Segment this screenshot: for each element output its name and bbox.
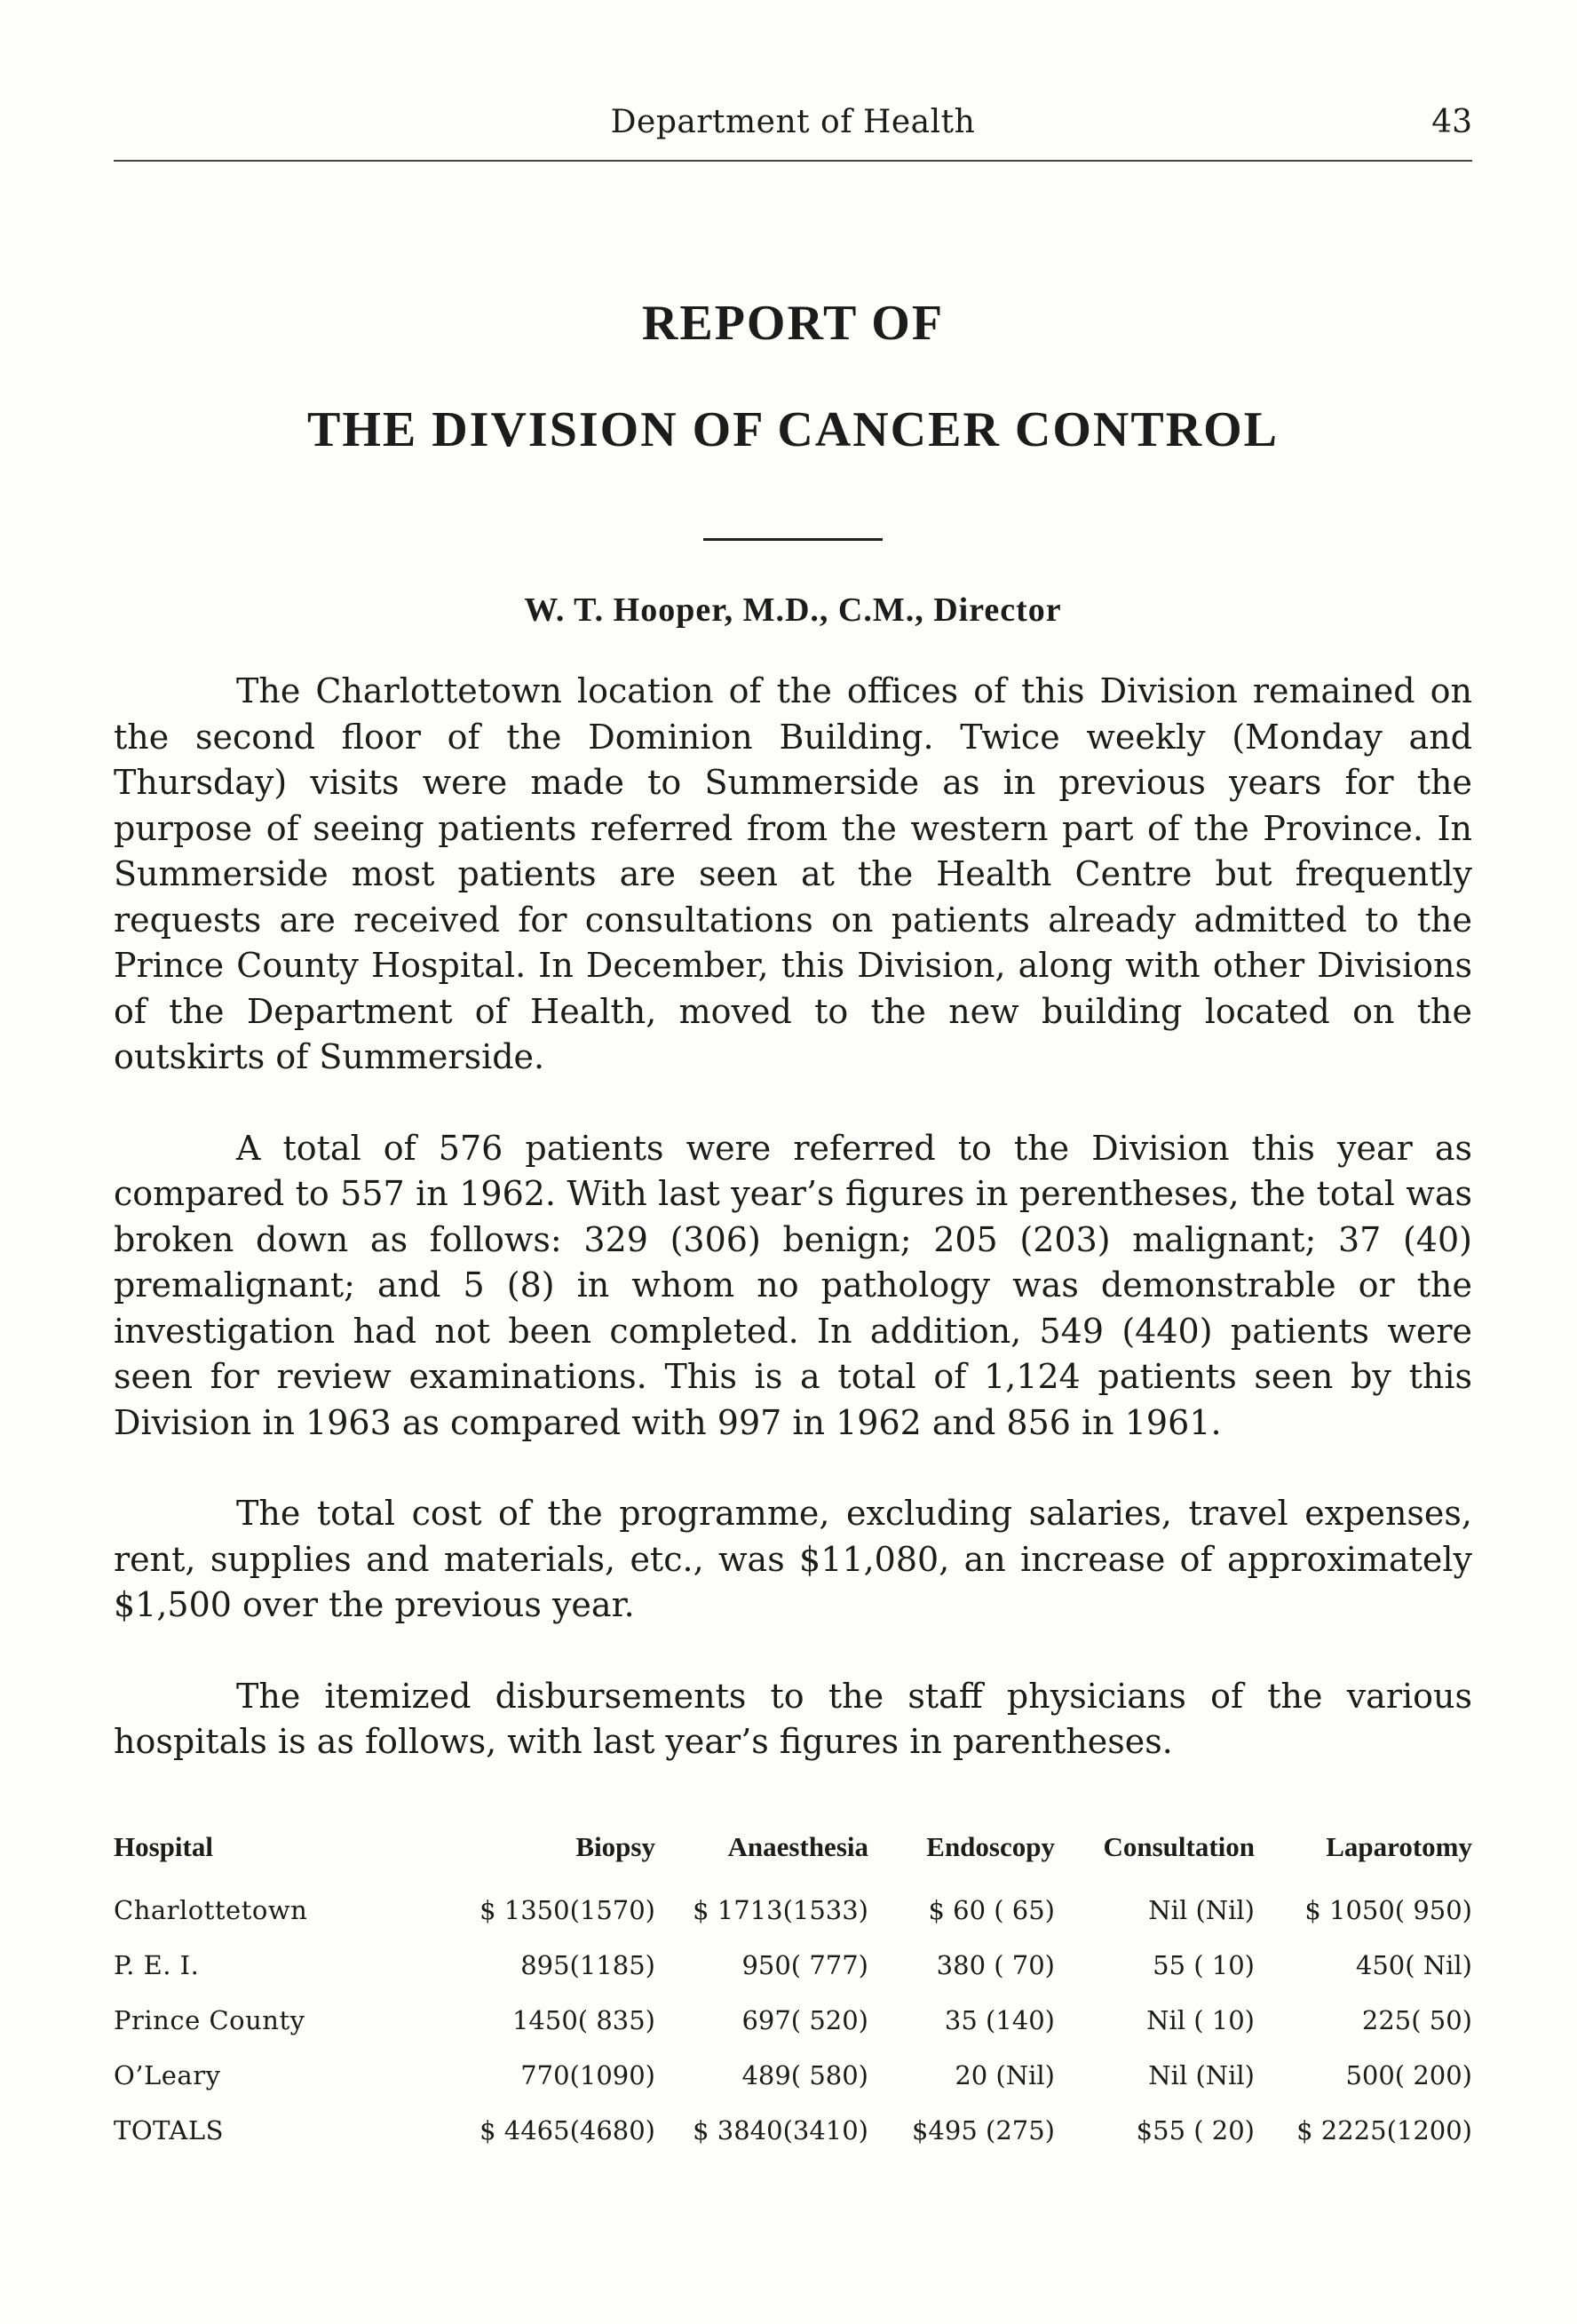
cell-laparotomy: 450( Nil)	[1355, 1949, 1472, 1980]
running-header	[114, 98, 1472, 147]
report-title-line-1: REPORT OF	[641, 296, 945, 351]
cell-biopsy: 770(1090)	[520, 2059, 655, 2090]
paragraph-programme-cost: The total cost of the programme, excluding salaries, travel expenses, rent, supplies and materials, etc., was $11,080, an increase of approximately $1,500 over the previous year.	[114, 1494, 1472, 1624]
cell-hospital: O’Leary	[114, 2059, 221, 2090]
cell-endoscopy: 380 ( 70)	[936, 1949, 1055, 1980]
table-row-totals	[114, 2103, 1472, 2158]
cell-laparotomy: $ 2225(1200)	[1296, 2114, 1472, 2146]
table-row	[114, 1883, 1472, 1938]
cell-hospital: Charlottetown	[114, 1894, 308, 1925]
header-hospital: Hospital	[114, 1830, 213, 1862]
document-page	[114, 98, 1472, 2158]
table-row	[114, 1938, 1472, 1993]
cell-consultation: Nil (Nil)	[1148, 1894, 1255, 1925]
cell-biopsy: $ 1350(1570)	[479, 1894, 655, 1925]
cell-consultation: $55 ( 20)	[1136, 2114, 1255, 2146]
cell-biopsy: $ 4465(4680)	[479, 2114, 655, 2146]
cell-endoscopy: 35 (140)	[944, 2004, 1055, 2035]
header-rule	[114, 160, 1472, 162]
cell-anaesthesia: 950( 777)	[741, 1949, 868, 1980]
header-endoscopy: Endoscopy	[926, 1830, 1055, 1862]
header-laparotomy: Laparotomy	[1326, 1830, 1472, 1862]
table-row	[114, 1993, 1472, 2048]
cell-anaesthesia: 489( 580)	[741, 2059, 868, 2090]
table-header-row	[114, 1831, 1472, 1883]
cell-laparotomy: 225( 50)	[1361, 2004, 1472, 2035]
running-title: Department of Health	[610, 104, 976, 140]
cell-hospital: P. E. I.	[114, 1949, 200, 1980]
cell-hospital: Prince County	[114, 2004, 305, 2035]
disbursements-table	[114, 1831, 1472, 2158]
paragraph-disbursements-intro: The itemized disbursements to the staff physicians of the various hospitals is as follows, with last year’s figures in parentheses.	[114, 1676, 1472, 1761]
cell-biopsy: 1450( 835)	[511, 2004, 655, 2035]
header-consultation: Consultation	[1103, 1830, 1255, 1862]
cell-consultation: Nil (Nil)	[1148, 2059, 1255, 2090]
cell-anaesthesia: 697( 520)	[741, 2004, 868, 2035]
header-biopsy: Biopsy	[575, 1830, 655, 1862]
paragraph-location: The Charlottetown location of the offices of this Division remained on the second floor of the Dominion Building. Twice weekly (Monday and Thursday) visits were made to Summerside as in previous years for the purpose of seeing patients referred from the western part of the Province. In Summerside most patients are seen at the Health Centre but frequently requests are received for consultations on patients already admitted to the Prince County Hospital. In December, this Division, along with other Divisions of the Department of Health, moved to the new building located on the outskirts of Summerside.	[114, 671, 1472, 1076]
paragraph-patient-totals: A total of 576 patients were referred to the Division this year as compared to 557 in 1962. With last year’s figures in perentheses, the total was broken down as follows: 329 (306) benign; 205 (203) malignant; 37 (40) premalignant; and 5 (8) in whom no pathology was demonstrable or the investigation had not been completed. In addition, 549 (440) patients were seen for review examinations. This is a total of 1,124 patients seen by this Division in 1963 as compared with 997 in 1962 and 856 in 1961.	[114, 1128, 1472, 1442]
table-row	[114, 2048, 1472, 2103]
cell-consultation: 55 ( 10)	[1153, 1949, 1255, 1980]
cell-endoscopy: 20 (Nil)	[955, 2059, 1055, 2090]
page-number: 43	[1431, 104, 1472, 140]
cell-anaesthesia: $ 1713(1533)	[693, 1894, 868, 1925]
cell-endoscopy: $ 60 ( 65)	[928, 1894, 1055, 1925]
cell-biopsy: 895(1185)	[520, 1949, 655, 1980]
report-title-line-2: THE DIVISION OF CANCER CONTROL	[306, 402, 1280, 457]
cell-consultation: Nil ( 10)	[1146, 2004, 1255, 2035]
cell-laparotomy: 500( 200)	[1345, 2059, 1472, 2090]
cell-anaesthesia: $ 3840(3410)	[693, 2114, 868, 2146]
cell-endoscopy: $495 (275)	[911, 2114, 1055, 2146]
header-anaesthesia: Anaesthesia	[727, 1830, 868, 1862]
author-line: W. T. Hooper, M.D., C.M., Director	[524, 591, 1062, 629]
cell-hospital: TOTALS	[114, 2114, 224, 2146]
cell-laparotomy: $ 1050( 950)	[1304, 1894, 1472, 1925]
title-divider	[703, 538, 883, 541]
